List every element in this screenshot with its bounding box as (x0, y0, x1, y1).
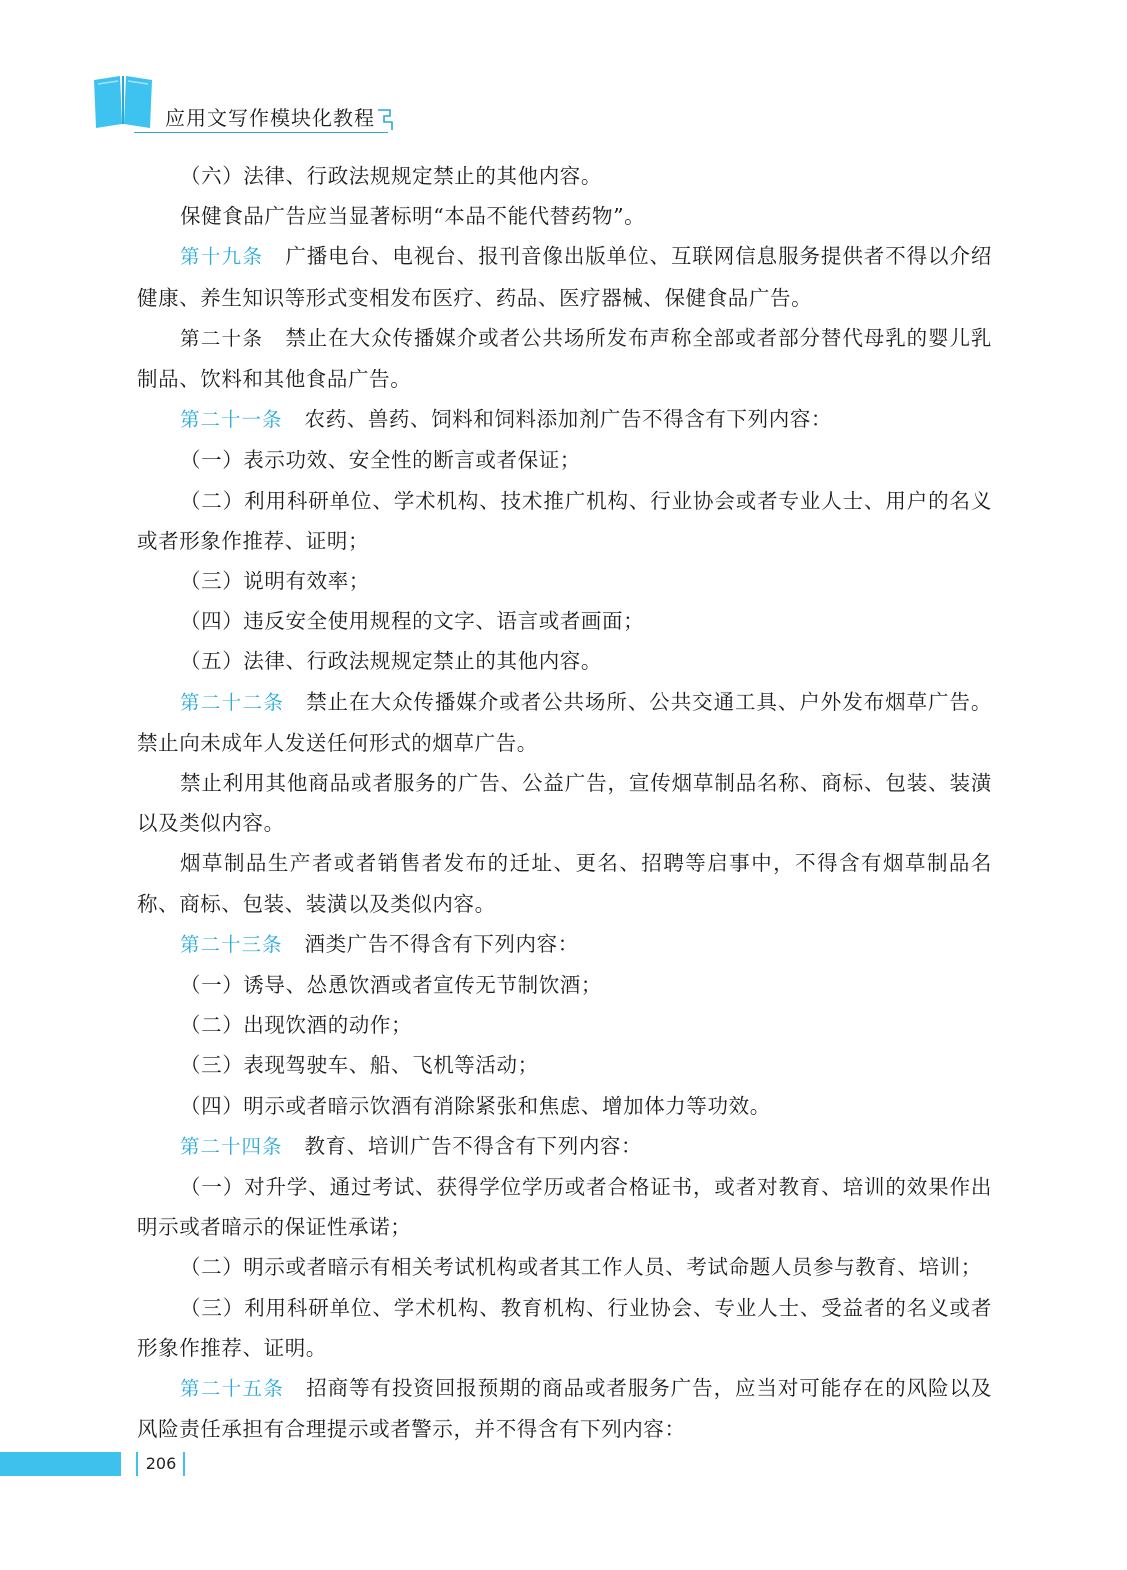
list-item: （二）利用科研单位、学术机构、技术推广机构、行业协会或者专业人士、用户的名义或者形象作推荐、证明； (137, 488, 992, 553)
article-label: 第二十一条 (180, 408, 283, 432)
list-item: （三）利用科研单位、学术机构、教育机构、行业协会、专业人士、受益者的名义或者形象作推荐、证明。 (137, 1295, 992, 1360)
footer-divider (136, 1452, 138, 1476)
paragraph: 禁止利用其他商品或者服务的广告、公益广告，宣传烟草制品名称、商标、包装、装潢以及类似内容。 (137, 771, 992, 836)
article-label: 第十九条 (180, 245, 264, 269)
list-item: （五）法律、行政法规规定禁止的其他内容。 (180, 649, 602, 674)
list-item: （二）出现饮酒的动作； (180, 1013, 413, 1038)
list-item: （三）说明有效率； (180, 569, 370, 594)
list-item: （二）明示或者暗示有相关考试机构或者其工作人员、考试命题人员参与教育、培训； (180, 1255, 982, 1280)
bookmark-tab-icon (376, 108, 394, 132)
article-paragraph: 第二十一条 农药、兽药、饲料和饲料添加剂广告不得含有下列内容： (180, 407, 833, 432)
article-label: 第二十五条 (180, 1377, 285, 1401)
article-paragraph: 第二十四条 教育、培训广告不得含有下列内容： (180, 1133, 643, 1158)
article-label: 第二十三条 (180, 932, 283, 956)
footer-divider (183, 1452, 185, 1476)
paragraph: （六）法律、行政法规规定禁止的其他内容。 (180, 164, 602, 188)
list-item: （一）诱导、怂恿饮酒或者宣传无节制饮酒； (180, 973, 602, 998)
list-item: （一）对升学、通过考试、获得学位学历或者合格证书，或者对教育、培训的效果作出明示或者暗示的保证性承诺； (137, 1175, 992, 1240)
list-item: （三）表现驾驶车、船、飞机等活动； (180, 1053, 539, 1078)
article-label: 第二十四条 (180, 1134, 283, 1158)
book-title: 应用文写作模块化教程 (165, 106, 375, 130)
footer-accent-bar (0, 1452, 121, 1476)
article-paragraph: 第十九条 广播电台、电视台、报刊音像出版单位、互联网信息服务提供者不得以介绍健康、养生知识等形式变相发布医疗、药品、医疗器械、保健食品广告。 (137, 244, 992, 310)
list-item: （四）违反安全使用规程的文字、语言或者画面； (180, 609, 645, 634)
page-header (0, 0, 1127, 140)
article-paragraph: 第二十三条 酒类广告不得含有下列内容： (180, 931, 579, 956)
list-item: （四）明示或者暗示饮酒有消除紧张和焦虑、增加体力等功效。 (180, 1093, 771, 1118)
list-item: （一）表示功效、安全性的断言或者保证； (180, 448, 581, 473)
article-label: 第二十条 (180, 326, 264, 350)
page-number: 206 (145, 1454, 177, 1473)
article-paragraph: 第二十条 禁止在大众传播媒介或者公共场所发布声称全部或者部分替代母乳的婴儿乳制品、饮料和其他食品广告。 (137, 325, 992, 392)
article-paragraph: 第二十五条 招商等有投资回报预期的商品或者服务广告，应当对可能存在的风险以及风险责任承担有合理提示或者警示，并不得含有下列内容： (137, 1376, 992, 1442)
document-body (137, 156, 992, 1450)
paragraph: 保健食品广告应当显著标明“本品不能代替药物”。 (180, 204, 646, 229)
article-label: 第二十二条 (180, 690, 285, 714)
article-paragraph: 第二十二条 禁止在大众传播媒介或者公共场所、公共交通工具、户外发布烟草广告。禁止向未成年人发送任何形式的烟草广告。 (137, 689, 992, 755)
paragraph: 烟草制品生产者或者销售者发布的迁址、更名、招聘等启事中，不得含有烟草制品名称、商标、包装、装潢以及类似内容。 (137, 851, 992, 916)
